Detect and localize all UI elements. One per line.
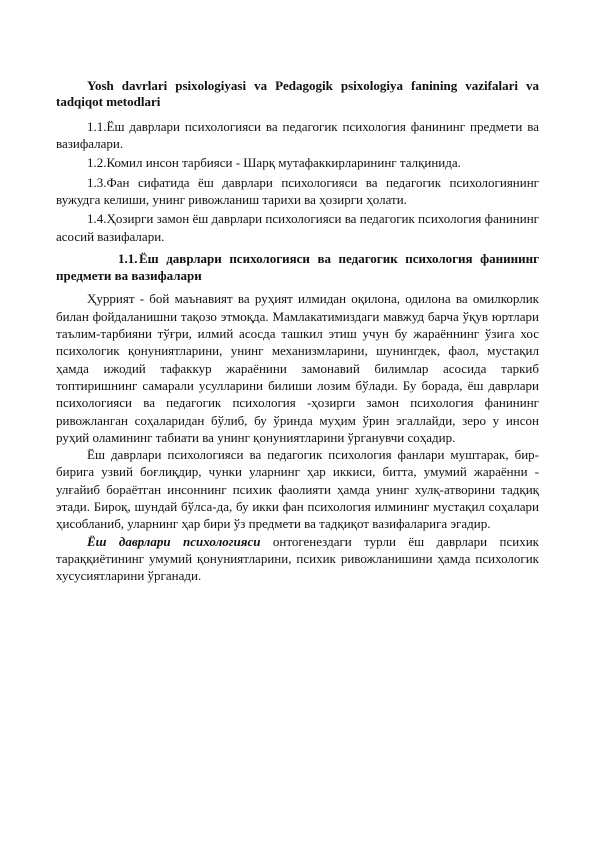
toc-item: 1.2.Комил инсон тарбияси - Шарқ мутафаккирларининг талқинида. [87, 155, 461, 171]
section-heading [56, 251, 539, 285]
toc-item: 1.1.Ёш даврлари психологияси ва педагогик психология фанининг предмети ва вазифалари. [56, 118, 539, 152]
paragraph-text: онтогенездаги турли ёш даврлари психик тараққиётининг умумий қонуниятларини, психик ривожланишини ҳамда психологик хусусиятларини ўрганади. [56, 533, 539, 584]
table-of-contents [56, 118, 539, 245]
section-number: 1.1. [118, 250, 138, 266]
toc-item: 1.3.Фан сифатида ёш даврлари психологияси ва педагогик психологиянинг вужудга келиши, унинг ривожланиш тарихи ва ҳозирги ҳолати. [56, 174, 539, 207]
page-content [56, 78, 539, 585]
toc-item: 1.4.Ҳозирги замон ёш даврлари психологияси ва педагогик психология фанининг асосий вазифалари. [56, 211, 539, 244]
body-paragraph: Ҳуррият - бой маънавият ва руҳият илмидан оқилона, одилона ва омилкорлик билан фойдаланишни тақозо этмоқда. Мамлакатимиздаги мавжуд барча ўқув юртлари таълим-тарбияни тўғри, илмий асосда ташкил этиш учун бу жараённинг ўзига хос психологик қонуниятларини, унинг механизмларини, шунингдек, фаол, мустақил ҳамда ижодий тафаккур жараёнини замонавий билимлар асосида таркиб топтиришнинг самарали усулларини билиши лозим бўлади. Бу борада, ёш даврлари психологияси ва педагогик психология -ҳозирги замон психология фанининг ривожланган соҳаларидан бўлиб, бу ўринда муҳим ўрин эгаллайди, зеро у инсон руҳий оламининг табиати ва унинг қонуниятларини ўрганувчи соҳадир. [56, 291, 539, 445]
emphasized-term: Ёш даврлари психологияси [87, 533, 261, 549]
section-title: Ёш даврлари психологияси ва педагогик психология фанининг предмети ва вазифалари [56, 250, 539, 283]
body-paragraph: Ёш даврлари психологияси ва педагогик психология фанлари муштарак, бир-бирига узвий боғлиқдир, чунки уларнинг ҳар иккиси, битта, умумий жараённи - улғайиб бораётган инсоннинг психик фаолияти ҳамда унинг хулқ-атворини тадқиқ этади. Бироқ, шундай бўлса-да, бу икки фан психология илмининг мустақил соҳалари ҳисобланиб, уларнинг ҳар бири ўз предмети ва тадқиқот вазифаларига эгадир. [56, 447, 539, 532]
document-title: Yosh davrlari psixologiyasi va Pedagogik psixologiya fanining vazifalari va tadqiqot metodlari [56, 78, 539, 110]
body-paragraph [56, 533, 539, 585]
